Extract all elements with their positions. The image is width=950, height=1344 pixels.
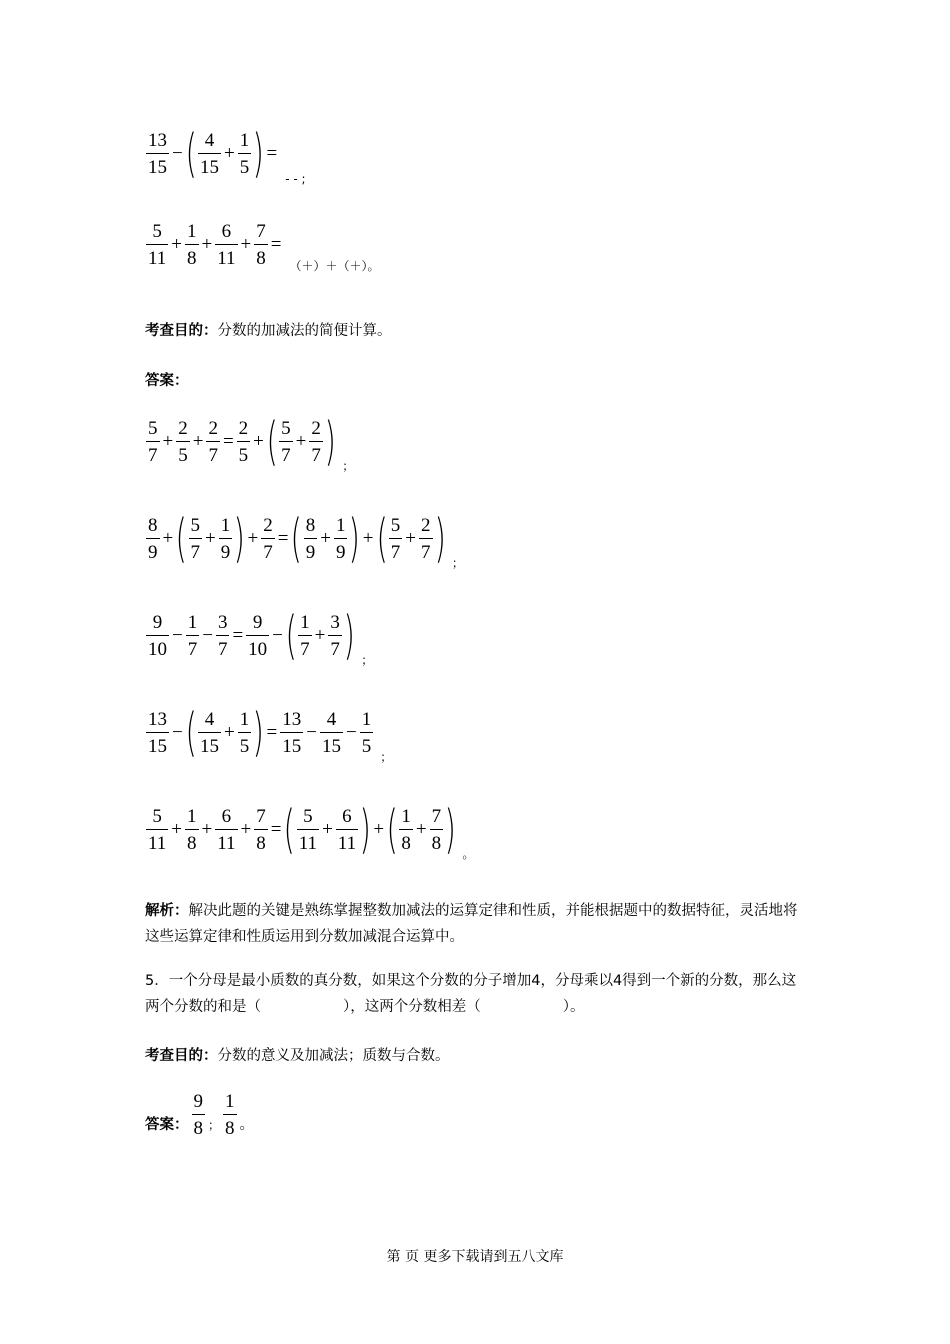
analysis-paragraph xyxy=(145,898,805,950)
answer-3-semicolon: ； xyxy=(361,653,374,667)
answer-5-expression: $\frac{5}{11}$ + $\frac{1}{8}$ + $\frac{6}{11}$ + $\frac{7}{8}$ = ( $\frac{5}{11}$ + $\frac{6}{11}$ ) + ( $\frac{1}{8}$ + $\frac{7}{8}$ ) 。 xyxy=(148,800,475,861)
fraction: $\frac{13}{15}$ xyxy=(148,130,167,178)
answer-5-period: 。 xyxy=(462,847,475,861)
question-5-part-a: 5．一个分母是最小质数的真分数，如果这个分数的分子增加4，分母乘以4得到一个新的分数，那么这两个分数的和是（ xyxy=(145,973,797,1015)
analysis-text: 解决此题的关键是熟练掌握整数加减法的运算定律和性质，并能根据题中的数据特征，灵活地将这些运算定律和性质运用到分数加减混合运算中。 xyxy=(145,903,798,945)
purpose-text: 分数的加减法的简便计算。 xyxy=(217,323,392,339)
answer-separator: ； xyxy=(208,1118,221,1132)
exercise-1-tail: - - ; xyxy=(285,172,306,186)
exercise-2-tail: （＋）＋（＋）。 xyxy=(289,259,380,273)
answer-4-expression: $\frac{13}{15}$ − ( $\frac{4}{15}$ + $\frac{1}{5}$ ) = $\frac{13}{15}$ − $\frac{4}{15}$ − $\frac{1}{5}$ ； xyxy=(148,703,393,764)
purpose-line xyxy=(145,318,392,344)
exercise-2-expression: $\frac{5}{11}$ + $\frac{1}{8}$ + $\frac{6}{11}$ + $\frac{7}{8}$ = （＋）＋（＋）。 xyxy=(148,221,380,273)
answer-1-semicolon: ； xyxy=(342,459,355,473)
fraction: $\frac{1}{5}$ xyxy=(239,130,250,178)
answer-4-semicolon: ； xyxy=(380,750,393,764)
question-5-answer xyxy=(145,1092,254,1138)
answer-end: 。 xyxy=(239,1117,255,1133)
question-5-part-c: ）。 xyxy=(562,999,585,1015)
answer-fraction-1: $\frac{9}{8}$ xyxy=(193,1091,203,1139)
analysis-label: 解析： xyxy=(145,903,189,919)
question-5-purpose-text: 分数的意义及加减法；质数与合数。 xyxy=(217,1048,450,1064)
exercise-1-expression: $\frac{13}{15}$ − ( $\frac{4}{15}$ + $\frac{1}{5}$ ) = - - ; xyxy=(148,124,306,186)
question-5-purpose-label: 考查目的： xyxy=(145,1048,218,1064)
question-5-part-b: ），这两个分数相差（ xyxy=(343,999,481,1015)
answer-1-expression: $\frac{5}{7}$ + $\frac{2}{5}$ + $\frac{2}{7}$ = $\frac{2}{5}$ + ( $\frac{5}{7}$ + $\frac{2}{7}$ ) ； xyxy=(148,412,355,473)
answer-2-semicolon: ； xyxy=(451,556,464,570)
question-5-purpose xyxy=(145,1043,450,1069)
fraction: $\frac{4}{15}$ xyxy=(200,130,220,178)
page-footer: 第 页 更多下载请到五八文库 xyxy=(386,1249,564,1265)
question-5-text xyxy=(145,968,805,1020)
question-5-answer-label: 答案： xyxy=(145,1117,189,1133)
answer-label: 答案： xyxy=(145,373,189,389)
answer-fraction-2: $\frac{1}{8}$ xyxy=(225,1091,235,1139)
answer-2-expression: $\frac{8}{9}$ + ( $\frac{5}{7}$ + $\frac{1}{9}$ ) + $\frac{2}{7}$ = ( $\frac{8}{9}$ + $\frac{1}{9}$ ) + ( $\frac{5}{7}$ + $\frac{2}{7}$ ) ； xyxy=(148,509,464,570)
purpose-label: 考查目的： xyxy=(145,323,218,339)
answer-3-expression: $\frac{9}{10}$ − $\frac{1}{7}$ − $\frac{3}{7}$ = $\frac{9}{10}$ − ( $\frac{1}{7}$ + $\frac{3}{7}$ ) ； xyxy=(148,606,374,667)
